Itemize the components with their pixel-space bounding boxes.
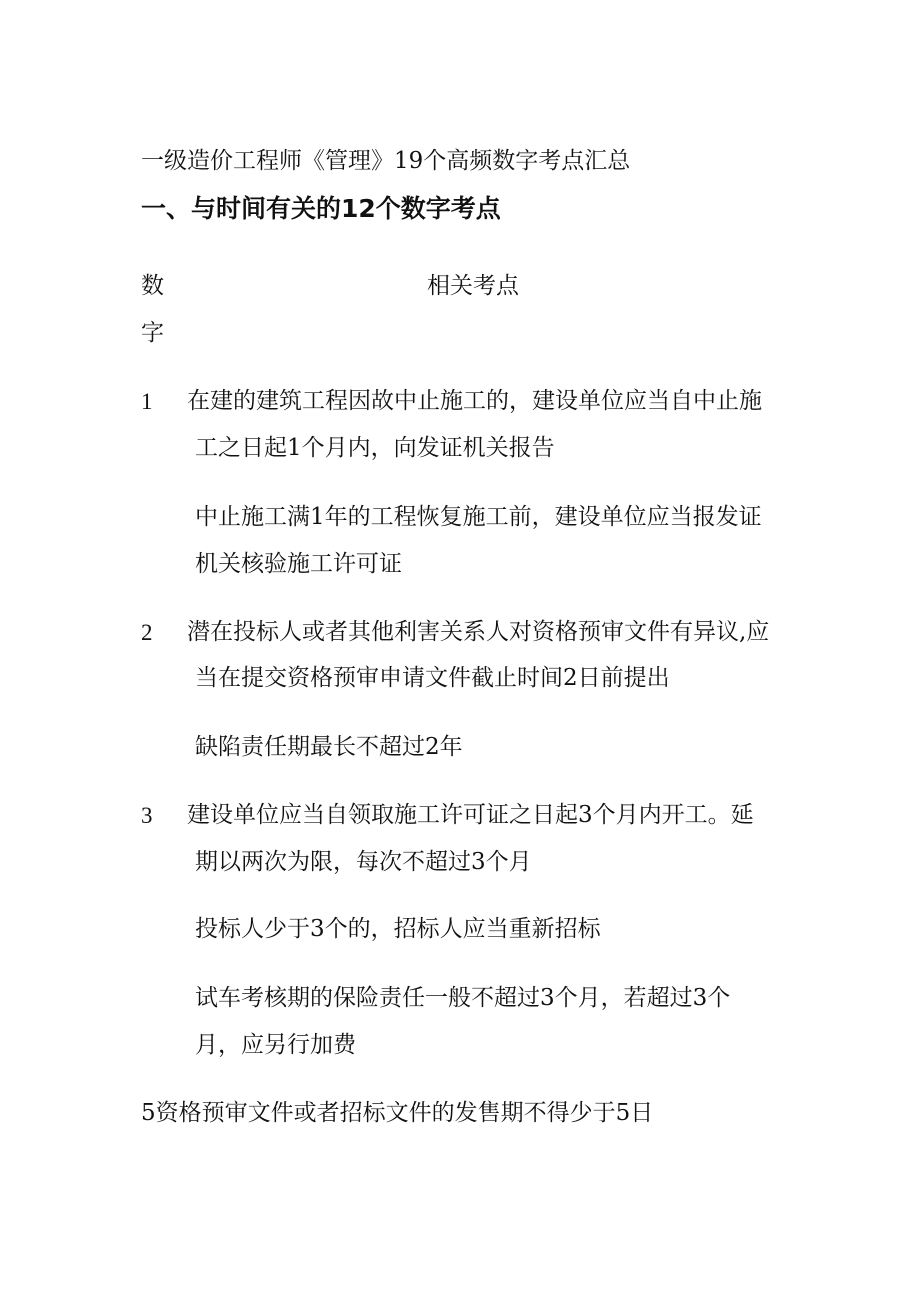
- point-line: 试车考核期的保险责任一般不超过3个月，若超过3个: [195, 985, 731, 1011]
- section-title: 一、与时间有关的12个数字考点: [141, 194, 501, 223]
- row-number: 2: [141, 620, 153, 645]
- point-line: 工之日起1个月内，向发证机关报告: [195, 435, 555, 461]
- trailing-row-text: 5资格预审文件或者招标文件的发售期不得少于5日: [141, 1100, 654, 1126]
- document-title: 一级造价工程师《管理》19个高频数字考点汇总: [141, 148, 631, 174]
- row-number: 1: [141, 389, 153, 414]
- point-line: 在建的建筑工程因故中止施工的，建设单位应当自中止施: [187, 388, 762, 414]
- point-line: 期以两次为限，每次不超过3个月: [195, 849, 532, 875]
- row-number: 3: [141, 803, 153, 828]
- point-line: 当在提交资格预审申请文件截止时间2日前提出: [195, 665, 670, 691]
- point-line: 缺陷责任期最长不超过2年: [195, 734, 463, 760]
- point-line: 建设单位应当自领取施工许可证之日起3个月内开工。延: [187, 802, 754, 828]
- point-line: 中止施工满1年的工程恢复施工前，建设单位应当报发证: [195, 504, 762, 530]
- header-number-col-line1: 数: [141, 273, 164, 299]
- point-line: 月，应另行加费: [195, 1032, 356, 1058]
- header-number-col-line2: 字: [141, 320, 164, 346]
- header-points-col: 相关考点: [427, 273, 519, 299]
- point-line: 潜在投标人或者其他利害关系人对资格预审文件有异议,应: [187, 619, 770, 645]
- point-line: 投标人少于3个的，招标人应当重新招标: [195, 916, 601, 942]
- point-line: 机关核验施工许可证: [195, 551, 402, 577]
